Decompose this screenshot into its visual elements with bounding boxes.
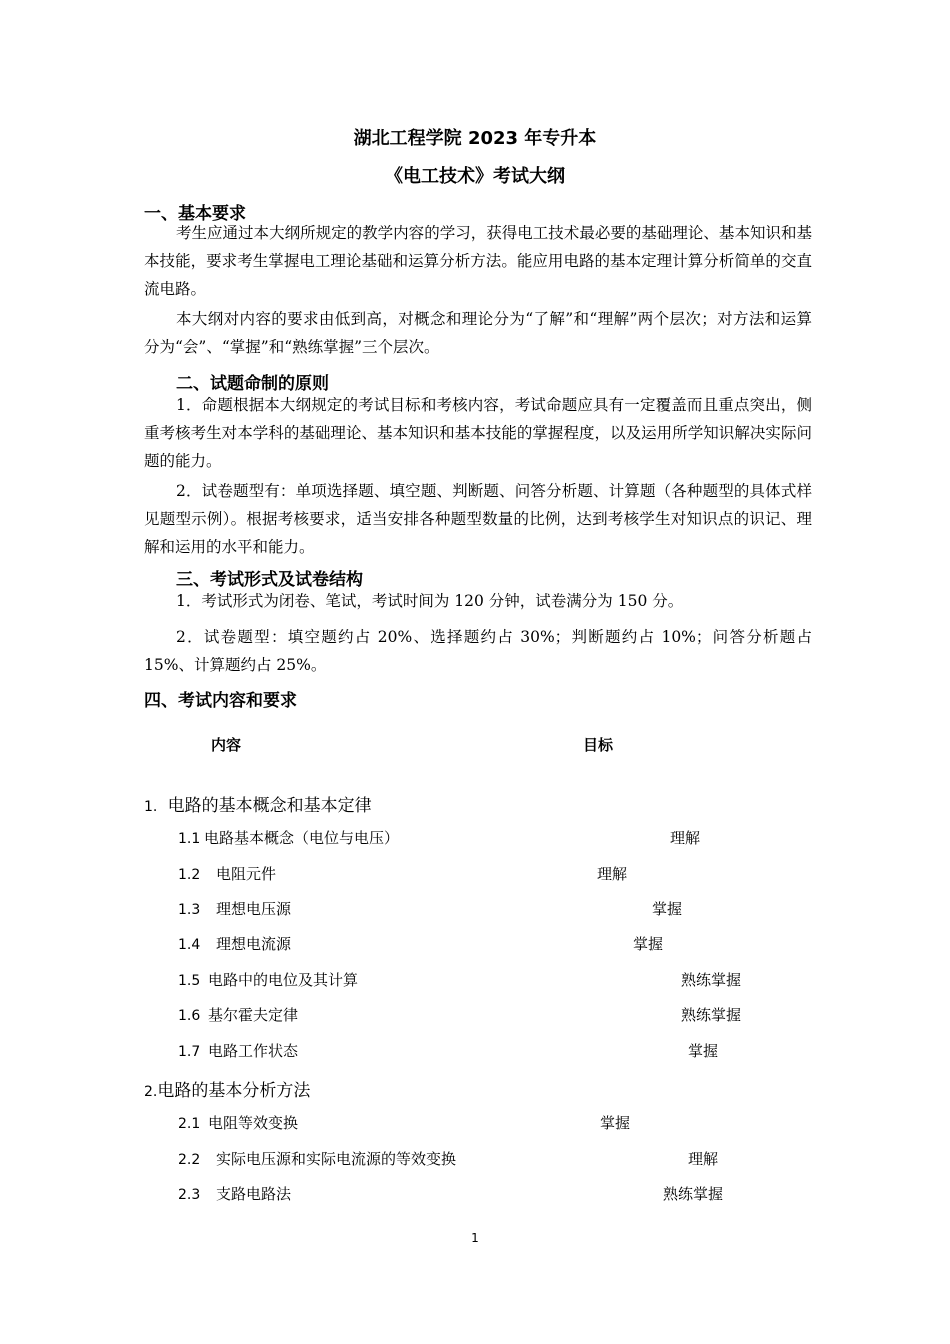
table-row (178, 1148, 456, 1169)
item-label: 电路工作状态 (208, 1042, 299, 1060)
item-goal: 掌握 (652, 900, 683, 918)
document-title: 湖北工程学院 2023 年专升本 (353, 128, 597, 149)
section-2-paragraph-1: 1．命题根据本大纲规定的考试目标和考核内容，考试命题应具有一定覆盖而且重点突出，侧重考核考生对本学科的基础理论、基本知识和基本技能的掌握程度，以及运用所学知识解决实际问题的能力。 (144, 396, 812, 470)
item-number: 2.2 (178, 1152, 201, 1168)
item-number: 1.6 (178, 1008, 201, 1024)
section-1-heading: 一、基本要求 (144, 204, 246, 224)
category-2 (144, 1076, 310, 1101)
section-4-heading: 四、考试内容和要求 (144, 691, 297, 711)
category-2-number: 2. (144, 1084, 158, 1100)
item-goal: 熟练掌握 (681, 971, 742, 989)
table-row (178, 969, 358, 990)
page-number: 1 (471, 1231, 479, 1245)
item-goal: 掌握 (688, 1042, 719, 1060)
column-header-content: 内容 (211, 736, 242, 754)
section-3-heading: 三、考试形式及试卷结构 (176, 570, 363, 590)
item-goal: 掌握 (633, 935, 664, 953)
item-label: 理想电流源 (216, 935, 292, 953)
category-1 (144, 791, 372, 816)
section-2-heading: 二、试题命制的原则 (176, 374, 329, 394)
table-row (178, 1183, 291, 1204)
column-header-goal: 目标 (583, 736, 614, 754)
section-2-paragraph-2: 2．试卷题型有：单项选择题、填空题、判断题、问答分析题、计算题（各种题型的具体式样见题型示例）。根据考核要求，适当安排各种题型数量的比例，达到考核学生对知识点的识记、理解和运用的水平和能力。 (144, 482, 812, 556)
item-label: 电路基本概念（电位与电压） (204, 829, 400, 847)
item-goal: 理解 (670, 829, 701, 847)
item-label: 支路电路法 (216, 1185, 292, 1203)
item-label: 基尔霍夫定律 (208, 1006, 299, 1024)
item-goal: 熟练掌握 (681, 1006, 742, 1024)
item-number: 1.7 (178, 1044, 201, 1060)
table-row (178, 827, 399, 848)
item-label: 电路中的电位及其计算 (208, 971, 359, 989)
item-number: 1.5 (178, 973, 201, 989)
section-3-paragraph-1: 1．考试形式为闭卷、笔试，考试时间为 120 分钟，试卷满分为 150 分。 (176, 592, 684, 610)
item-number: 2.1 (178, 1116, 201, 1132)
table-row (178, 1004, 298, 1025)
item-goal: 理解 (688, 1150, 719, 1168)
item-number: 1.4 (178, 937, 201, 953)
item-label: 电阻元件 (216, 865, 277, 883)
table-row (178, 933, 291, 954)
item-goal: 熟练掌握 (663, 1185, 724, 1203)
table-row (178, 1112, 298, 1133)
item-goal: 理解 (597, 865, 628, 883)
category-2-label: 电路的基本分析方法 (157, 1081, 311, 1101)
item-number: 1.1 (178, 831, 201, 847)
item-label: 电阻等效变换 (208, 1114, 299, 1132)
item-number: 1.2 (178, 867, 201, 883)
table-row (178, 1040, 298, 1061)
table-row (178, 863, 276, 884)
section-1-paragraph-1: 考生应通过本大纲所规定的教学内容的学习，获得电工技术最必要的基础理论、基本知识和基本技能，要求考生掌握电工理论基础和运算分析方法。能应用电路的基本定理计算分析简单的交直流电路。 (144, 224, 812, 298)
category-1-number: 1. (144, 799, 158, 815)
category-1-label: 电路的基本概念和基本定律 (167, 796, 372, 816)
item-number: 2.3 (178, 1187, 201, 1203)
item-number: 1.3 (178, 902, 201, 918)
item-label: 理想电压源 (216, 900, 292, 918)
section-1-paragraph-2: 本大纲对内容的要求由低到高，对概念和理论分为“了解”和“理解”两个层次；对方法和运算分为“会”、“掌握”和“熟练掌握”三个层次。 (144, 310, 812, 356)
item-label: 实际电压源和实际电流源的等效变换 (216, 1150, 457, 1168)
document-subtitle: 《电工技术》考试大纲 (385, 166, 565, 187)
section-3-paragraph-2: 2．试卷题型：填空题约占 20%、选择题约占 30%；判断题约占 10%；问答分析题占 15%、计算题约占 25%。 (144, 628, 812, 674)
table-row (178, 898, 291, 919)
item-goal: 掌握 (600, 1114, 631, 1132)
